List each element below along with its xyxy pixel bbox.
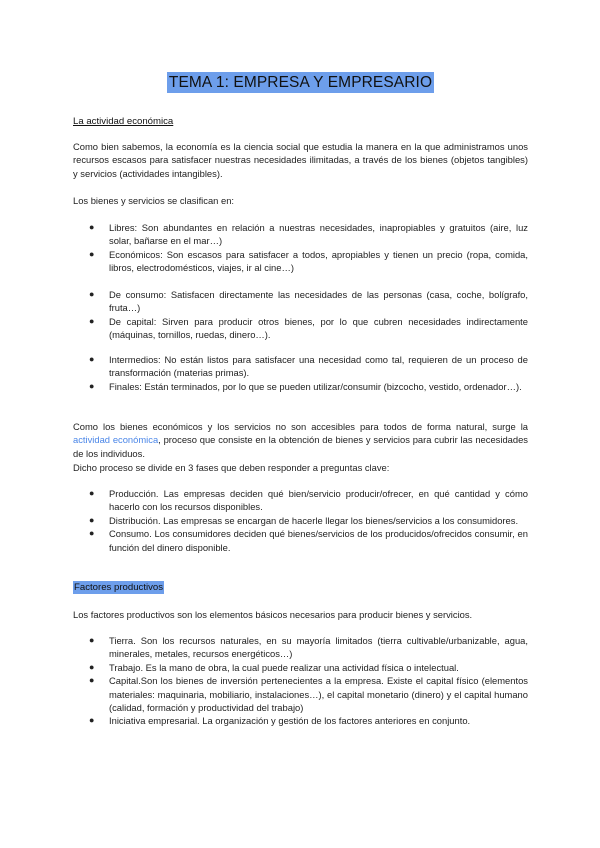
goods-list-3 (73, 353, 528, 393)
bullet-icon: ● (89, 635, 95, 645)
intro-paragraph: Como bien sabemos, la economía es la ciencia social que estudia la manera en la que administramos unos recursos escasos para satisfacer nuestras necesidades ilimitadas, a través de los bienes (objetos tangibles) y servicios (actividades intangibles). (73, 141, 528, 179)
list-item: ● Producción. Las empresas deciden qué bien/servicio producir/ofrecer, en qué cantidad y cómo hacerlo con los recursos disponibles. (89, 488, 528, 513)
bullet-icon: ● (89, 289, 95, 299)
bullet-icon: ● (89, 514, 95, 525)
bullet-icon: ● (89, 315, 95, 326)
list-item: ● Intermedios: No están listos para satisfacer una necesidad como tal, requieren de un proceso de transformación (materias primas). (89, 354, 528, 379)
list-item: ● Capital.Son los bienes de inversión pertenecientes a la empresa. Existe el capital físico (elementos materiales: maquinaria, mobiliario, instalaciones…), el capital monetario (dinero) y el capital humano (calidad, formación y productividad del trabajo) (89, 675, 528, 714)
phases-list (73, 487, 528, 554)
section-heading-factores: Factores productivos (74, 582, 164, 593)
list-item: ● Finales: Están terminados, por lo que se pueden utilizar/consumir (bizcocho, vestido, ordenador…). (89, 380, 522, 392)
bullet-icon: ● (89, 675, 95, 686)
list-item: ● Distribución. Las empresas se encargan de hacerle llegar los bienes/servicios a los consumidores. (89, 514, 519, 526)
list-item: ● Económicos: Son escasos para satisfacer a todos, apropiables y tienen un precio (ropa, comida, libros, electrodomésticos, viajes, ir al cine…) (89, 248, 528, 274)
list-item: ● Trabajo. Es la mano de obra, la cual puede realizar una actividad física o intelectual. (89, 661, 459, 673)
section-heading-actividad: La actividad económica (73, 116, 174, 127)
actividad-economica-link[interactable]: actividad económica (73, 434, 159, 446)
factores-intro: Los factores productivos son los elementos básicos necesarios para producir bienes y servicios. (73, 609, 473, 620)
bullet-icon: ● (89, 248, 95, 259)
title-wrapper (73, 72, 528, 93)
phases-paragraph: Dicho proceso se divide en 3 fases que deben responder a preguntas clave: (73, 462, 390, 473)
list-item: ● De capital: Sirven para producir otros bienes, por lo que cubren necesidades indirectamente (máquinas, tornillos, ruedas, dinero…). (89, 315, 528, 341)
list-item: ● De consumo: Satisfacen directamente las necesidades de las personas (casa, coche, bolígrafo, fruta…) (89, 289, 528, 314)
document-title: TEMA 1: EMPRESA Y EMPRESARIO (168, 74, 433, 91)
bullet-icon: ● (89, 528, 95, 539)
bullet-icon: ● (89, 354, 95, 364)
activity-paragraph: Como los bienes económicos y los servicios no son accesibles para todos de forma natural, surge la actividad económica, proceso que consiste en la obtención de bienes y servicios para cubrir las necesidades de los individuos. (73, 421, 528, 459)
bullet-icon: ● (89, 222, 95, 232)
list-item: ● Consumo. Los consumidores deciden qué bienes/servicios de los producidos/ofrecidos consumir, en función del dinero disponible. (89, 528, 528, 553)
bullet-icon: ● (89, 488, 95, 498)
list-item: ● Tierra. Son los recursos naturales, en su mayoría limitados (tierra cultivable/urbanizable, agua, minerales, metales, recursos energéticos…) (89, 635, 528, 660)
classify-paragraph: Los bienes y servicios se clasifican en: (73, 195, 235, 206)
goods-list-2 (73, 288, 528, 342)
list-item: ● Iniciativa empresarial. La organización y gestión de los factores anteriores en conjunto. (89, 715, 471, 727)
bullet-icon: ● (89, 715, 95, 726)
factores-list (73, 634, 528, 728)
goods-list-1 (73, 221, 528, 275)
bullet-icon: ● (89, 380, 95, 391)
bullet-icon: ● (89, 661, 95, 672)
list-item: ● Libres: Son abundantes en relación a nuestras necesidades, inapropiables y gratuitos (aire, luz solar, bañarse en el mar…) (89, 222, 528, 247)
